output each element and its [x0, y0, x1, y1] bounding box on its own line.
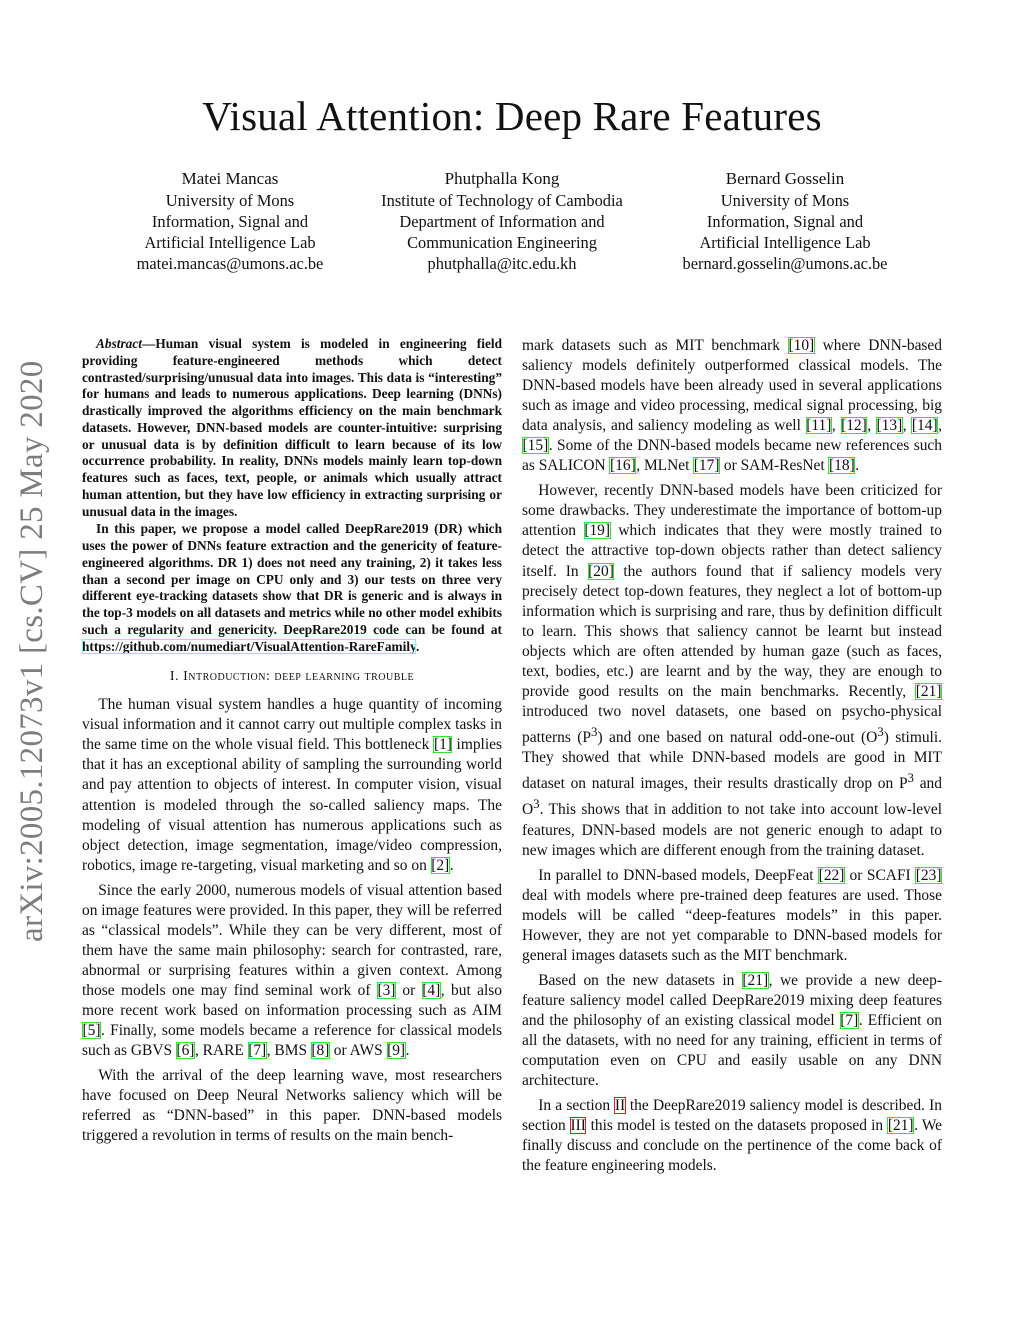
author-affiliation: Department of Information and: [399, 212, 605, 231]
citation-link[interactable]: [8]: [311, 1042, 330, 1060]
paragraph: The human visual system handles a huge quantity of incoming visual information and it cannot carry out multiple complex tasks in the same time on the whole visual field. This bottleneck [1] implies that it has an exceptional ability of sampling the surrounding world and pay attention to objects of interest. In computer vision, visual attention is modeled through the so-called saliency maps. The modeling of visual attention has numerous applications such as object detection, image segmentation, image/video compression, robotics, image re-targeting, visual marketing and so on [2].: [82, 696, 503, 874]
section-link[interactable]: II: [614, 1097, 626, 1115]
abstract-label: Abstract: [96, 336, 142, 351]
citation-link[interactable]: [16]: [609, 457, 636, 475]
author-affiliation: Information, Signal and: [151, 212, 309, 231]
paragraph: Based on the new datasets in [21], we provide a new deep-feature saliency model called DeepRare2019 mixing deep features and the philosophy of an existing classical model [7]. Efficient on all the datasets, with no need for any training, efficient in terms of computation even on CPU and easily usable on any DNN architecture.: [522, 971, 943, 1090]
citation-link[interactable]: [7]: [248, 1042, 267, 1060]
author-email[interactable]: bernard.gosselin@umons.ac.be: [682, 254, 888, 273]
author-block-1: [95, 168, 365, 274]
paragraph: In parallel to DNN-based models, DeepFeat [22] or SCAFI [23] deal with models where pre-trained deep features are used. Those models will be called “deep-features models” in this paper. However, they are not yet comparable to DNN-based models for general images datasets such as the MIT benchmark.: [522, 866, 942, 964]
author-name: Matei Mancas: [181, 169, 279, 188]
citation-link[interactable]: [14]: [911, 417, 938, 435]
author-block-3: [650, 168, 920, 274]
citation-link[interactable]: [11]: [806, 417, 832, 435]
citation-link[interactable]: [3]: [377, 981, 396, 999]
author-affiliation: University of Mons: [720, 191, 850, 210]
author-affiliation: Institute of Technology of Cambodia: [381, 191, 623, 210]
author-name: Phutphalla Kong: [444, 169, 560, 188]
left-column: [82, 336, 502, 1151]
citation-link[interactable]: [19]: [584, 522, 611, 540]
paper-title: Visual Attention: Deep Rare Features: [202, 93, 822, 139]
citation-link[interactable]: [9]: [387, 1042, 406, 1060]
citation-link[interactable]: [21]: [887, 1117, 914, 1135]
author-affiliation: Artificial Intelligence Lab: [699, 233, 871, 252]
citation-link[interactable]: [2]: [431, 856, 450, 874]
abstract-paragraph: [82, 336, 502, 520]
abstract-text: In this paper, we propose a model called DeepRare2019 (DR) which uses the power of DNNs feature extraction and the genericity of feature-engineered algorithms. DR 1) does not need any training, 2) it takes less than a second per image on CPU only and 3) our tests on three very different eye-tracking datasets show that DR is generic and is always in the top-3 models on all datasets and metrics while no other model exhibits such a regularity and genericity. DeepRare2019 code can be found at: [82, 521, 502, 637]
author-email[interactable]: phutphalla@itc.edu.kh: [427, 254, 577, 273]
citation-link[interactable]: [21]: [742, 971, 769, 989]
citation-link[interactable]: [6]: [176, 1042, 195, 1060]
abstract: [82, 336, 502, 655]
citation-link[interactable]: [20]: [588, 562, 614, 580]
citation-link[interactable]: [1]: [433, 736, 452, 754]
citation-link[interactable]: [7]: [840, 1011, 859, 1029]
paragraph: However, recently DNN-based models have been criticized for some drawbacks. They underestimate the importance of bottom-up attention [19] which indicates that they were mostly trained to detect the attractive top-down objects rather than detect saliency itself. In [20] the authors found that if saliency models very precisely detect top-down features, they neglect a lot of bottom-up information which is surprising and rare, thus by definition difficult to learn. This shows that saliency cannot be learnt but instead objects which are often attended by human gaze (such as faces, text, bodies, etc.) are learnt and by the way, they are enough to provide good results on the main benchmarks. Recently, [21] introduced two novel datasets, one based on psycho-physical patterns $(P^3)$ and one based on natural odd-one-out $(O^3)$ stimuli. They showed that while DNN-based models are good in MIT dataset on natural images, their results drastically drop on $P^3$ and $O^3$. This shows that in addition to not take into account low-level features, DNN-based models are not generic enough to adapt to new images which are different enough from the training dataset.: [522, 482, 942, 859]
citation-link[interactable]: [21]: [915, 682, 942, 700]
paragraph: Since the early 2000, numerous models of visual attention based on image features were provided. In this paper, they will be referred as “classical models”. While they can be very different, most of them have the same main philosophy: search for contrasted, rare, abnormal or surprising features within a given context. Among those models one may find seminal work of [3] or [4], but also more recent work based on information processing such as AIM [5]. Finally, some models became a reference for classical models such as GBVS [6], RARE [7], BMS [8] or AWS [9].: [82, 881, 503, 1060]
paragraph: mark datasets such as MIT benchmark [10] where DNN-based saliency models definitely outperformed classical models. The DNN-based models have been already used in several applications such as image and video processing, medical signal processing, big data analysis, and saliency modeling as well [11], [12], [13], [14], [15]. Some of the DNN-based models became new references such as SALICON [16], MLNet [17] or SAM-ResNet [18].: [522, 337, 943, 475]
citation-link[interactable]: [18]: [828, 457, 855, 475]
abstract-paragraph: In this paper, we propose a model called DeepRare2019 (DR) which uses the power of DNNs feature extraction and the genericity of feature-engineered algorithms. DR 1) does not need any training, 2) it takes less than a second per image on CPU only and 3) our tests on three very different eye-tracking datasets show that DR is generic and is always in the top-3 models on all datasets and metrics while no other model exhibits such a regularity and genericity. DeepRare2019 code can be found at https://github.com/numediart/VisualAttention-RareFamily.: [82, 521, 502, 654]
citation-link[interactable]: [12]: [841, 417, 867, 435]
author-affiliation: Information, Signal and: [706, 212, 864, 231]
section-link[interactable]: III: [570, 1117, 586, 1135]
code-link[interactable]: https://github.com/numediart/VisualAttention-RareFamily: [82, 638, 416, 654]
author-name: Bernard Gosselin: [725, 169, 845, 188]
citation-link[interactable]: [5]: [82, 1022, 101, 1040]
author-affiliation: Communication Engineering: [407, 233, 597, 252]
abstract-text: —Human visual system is modeled in engineering field providing feature-engineered methods which detect contrasted/surprising/unusual data into images. This data is “interesting” for humans and leads to numerous applications. Deep learning (DNNs) drastically improved the algorithms efficiency on the main benchmark datasets. However, DNN-based models are counter-intuitive: surprising or unusual data is by definition difficult to learn because of its low occurrence probability. In reality, DNNs models mainly learn top-down features such as faces, text, people, or animals which usually attract human attention, but they have low efficiency in extracting surprising or unusual data in the images.: [82, 336, 502, 519]
author-affiliation: University of Mons: [165, 191, 295, 210]
citation-link[interactable]: [22]: [818, 866, 845, 884]
citation-link[interactable]: [10]: [788, 337, 815, 354]
citation-link[interactable]: [23]: [915, 866, 942, 884]
section-number: I.: [169, 669, 180, 685]
section-title: Introduction: deep learning trouble: [183, 669, 415, 685]
citation-link[interactable]: [15]: [522, 437, 549, 455]
right-column: [522, 336, 942, 1181]
arxiv-identifier: arXiv:2005.12073v1 [cs.CV] 25 May 2020: [14, 360, 50, 942]
citation-link[interactable]: [13]: [876, 417, 903, 435]
citation-link[interactable]: [17]: [693, 457, 720, 475]
author-affiliation: Artificial Intelligence Lab: [144, 233, 316, 252]
citation-link[interactable]: [4]: [422, 981, 441, 999]
author-email[interactable]: matei.mancas@umons.ac.be: [136, 254, 324, 273]
author-block-2: [352, 168, 652, 274]
paragraph: With the arrival of the deep learning wave, most researchers have focused on Deep Neural Networks saliency which will be referred as “DNN-based” in this paper. DNN-based models triggered a revolution in terms of results on the main bench-: [82, 1067, 502, 1145]
section-heading: [82, 667, 502, 687]
paragraph: In a section II the DeepRare2019 saliency model is described. In section III this model is tested on the datasets proposed in [21]. We finally discuss and conclude on the pertinence of the come back of the feature engineering models.: [522, 1097, 943, 1175]
